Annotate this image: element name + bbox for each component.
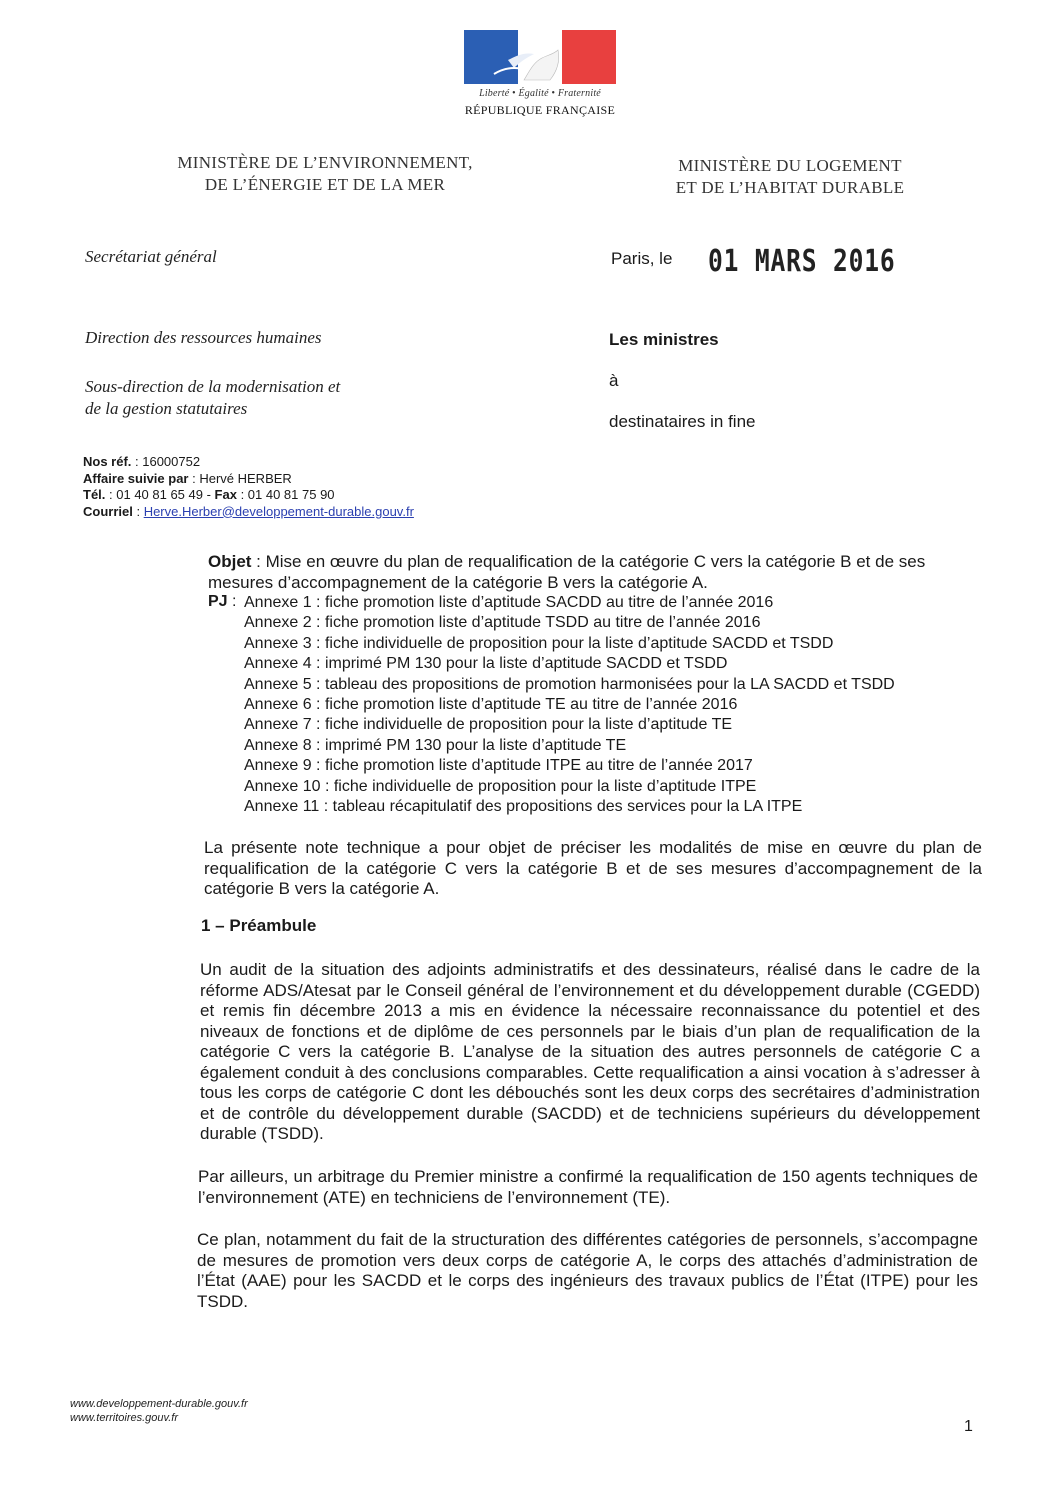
republique-francaise-logo	[464, 30, 616, 118]
annexe-item: Annexe 2 : fiche promotion liste d’aptitude TSDD au titre de l’année 2016	[244, 614, 761, 632]
footer-link-territoires[interactable]: www.territoires.gouv.fr	[70, 1412, 178, 1424]
footer-links	[70, 1397, 248, 1425]
courriel-label: Courriel	[83, 503, 133, 519]
sous-direction	[85, 376, 425, 420]
preambule-paragraph-3: Ce plan, notamment du fait de la structuration des différentes catégories de personnels, s’accompagne de mesures de promotion vers deux corps de catégorie A, le corps des attachés d’administration de l’État (AAE) pour les SACDD et le corps des ingénieurs des travaux publics de l’État (ITPE) pour les TSDD.	[197, 1230, 978, 1311]
direction-rh: Direction des ressources humaines	[85, 328, 322, 347]
marianne-flag-icon	[464, 30, 616, 84]
preambule-paragraph-2: Par ailleurs, un arbitrage du Premier ministre a confirmé la requalification de 150 agents techniques de l’environnement (ATE) en techniciens de l’environnement (TE).	[198, 1167, 978, 1207]
fax-value: : 01 40 81 75 90	[236, 487, 335, 502]
affaire-suivie	[83, 471, 414, 488]
ministry-housing	[630, 155, 950, 199]
courriel	[83, 504, 414, 521]
pj-sep: :	[227, 593, 237, 610]
annexe-item: Annexe 1 : fiche promotion liste d’aptitude SACDD au titre de l’année 2016	[244, 594, 774, 611]
fax-label: Fax	[214, 487, 237, 502]
addressee-to: à	[609, 371, 619, 390]
references-block	[83, 454, 414, 520]
pj-label: PJ	[208, 593, 228, 610]
objet-label: Objet	[208, 552, 252, 571]
intro-paragraph: La présente note technique a pour objet de préciser les modalités de mise en œuvre du plan de requalification de la catégorie C vers la catégorie B et de ses mesures d’accompagnement de la catégorie B vers la catégorie A.	[204, 838, 982, 898]
republique-francaise-text: RÉPUBLIQUE FRANÇAISE	[464, 103, 616, 117]
nos-ref-value: : 16000752	[131, 454, 201, 469]
courriel-link[interactable]: Herve.Herber@developpement-durable.gouv.fr	[143, 503, 414, 519]
annexe-item: Annexe 8 : imprimé PM 130 pour la liste d’aptitude TE	[244, 736, 627, 754]
secretariat-general: Secrétariat général	[85, 247, 217, 266]
preambule-paragraph-1: Un audit de la situation des adjoints administratifs et des dessinateurs, réalisé dans le cadre de la réforme ADS/Atesat par le Conseil général de l’environnement et du développement durable (CGEDD) et remis fin décembre 2013 a mis en évidence la nécessaire reconnaissance du potentiel et des niveaux de fonctions et de diplôme de ces personnels par le biais d’un plan de requalification de la catégorie C vers la catégorie B. L’analyse de la situation des autres personnels de catégorie C a également conduit à des conclusions comparables. Cette requalification a ainsi vocation à s’adresser à tous les corps de catégorie C dont les débouchés sont les deux corps des secrétaires d’administration et de contrôle du développement durable (SACDD) et de techniciens supérieurs du développement durable (TSDD).	[200, 960, 980, 1143]
ministry-environment	[140, 152, 510, 196]
page-number: 1	[964, 1418, 973, 1435]
date-place: Paris, le	[611, 249, 673, 268]
nos-ref-label: Nos réf.	[83, 454, 132, 469]
ministry-right-line-2: ET DE L’HABITAT DURABLE	[675, 178, 905, 197]
tel-fax	[83, 487, 414, 504]
affaire-label: Affaire suivie par	[83, 470, 189, 486]
tel-value: : 01 40 81 65 49 -	[105, 487, 215, 502]
footer-link-developpement-durable[interactable]: www.developpement-durable.gouv.fr	[70, 1398, 248, 1410]
annexe-item: Annexe 11 : tableau récapitulatif des propositions des services pour la LA ITPE	[244, 798, 803, 816]
objet-block	[208, 551, 988, 593]
annexes-list	[244, 593, 895, 817]
addressee-destinataires: destinataires in fine	[609, 412, 756, 431]
annexe-item: Annexe 3 : fiche individuelle de proposition pour la liste d’aptitude SACDD et TSDD	[244, 634, 834, 652]
date-stamp: 01 MARS 2016	[708, 244, 896, 279]
annexe-item: Annexe 4 : imprimé PM 130 pour la liste d’aptitude SACDD et TSDD	[244, 655, 728, 673]
devise-text: Liberté • Égalité • Fraternité	[479, 88, 601, 99]
ministry-left-line-1: MINISTÈRE DE L’ENVIRONNEMENT,	[177, 153, 473, 172]
ministry-right-line-1: MINISTÈRE DU LOGEMENT	[678, 156, 902, 175]
addressee-title: Les ministres	[609, 330, 719, 349]
annexe-item: Annexe 10 : fiche individuelle de proposition pour la liste d’aptitude ITPE	[244, 777, 757, 795]
objet-text: : Mise en œuvre du plan de requalification de la catégorie C vers la catégorie B et de ses mesures d’accompagnement de la catégorie B vers la catégorie A.	[208, 552, 926, 592]
ministry-left-line-2: DE L’ÉNERGIE ET DE LA MER	[204, 175, 446, 194]
annexe-item: Annexe 9 : fiche promotion liste d’aptitude ITPE au titre de l’année 2017	[244, 757, 753, 775]
annexe-item: Annexe 5 : tableau des propositions de promotion harmonisées pour la LA SACDD et TSDD	[244, 675, 895, 693]
section-title-preambule: 1 – Préambule	[201, 916, 317, 935]
affaire-value: : Hervé HERBER	[188, 470, 292, 486]
annexe-item: Annexe 6 : fiche promotion liste d’aptitude TE au titre de l’année 2016	[244, 696, 738, 714]
pj-label-block	[208, 593, 236, 611]
sous-direction-line-2: de la gestion statutaires	[85, 399, 248, 418]
nos-ref	[83, 454, 414, 471]
tel-label: Tél.	[83, 487, 106, 502]
annexe-item: Annexe 7 : fiche individuelle de proposition pour la liste d’aptitude TE	[244, 716, 733, 734]
sous-direction-line-1: Sous-direction de la modernisation et	[85, 377, 341, 396]
courriel-sep: :	[132, 503, 144, 519]
